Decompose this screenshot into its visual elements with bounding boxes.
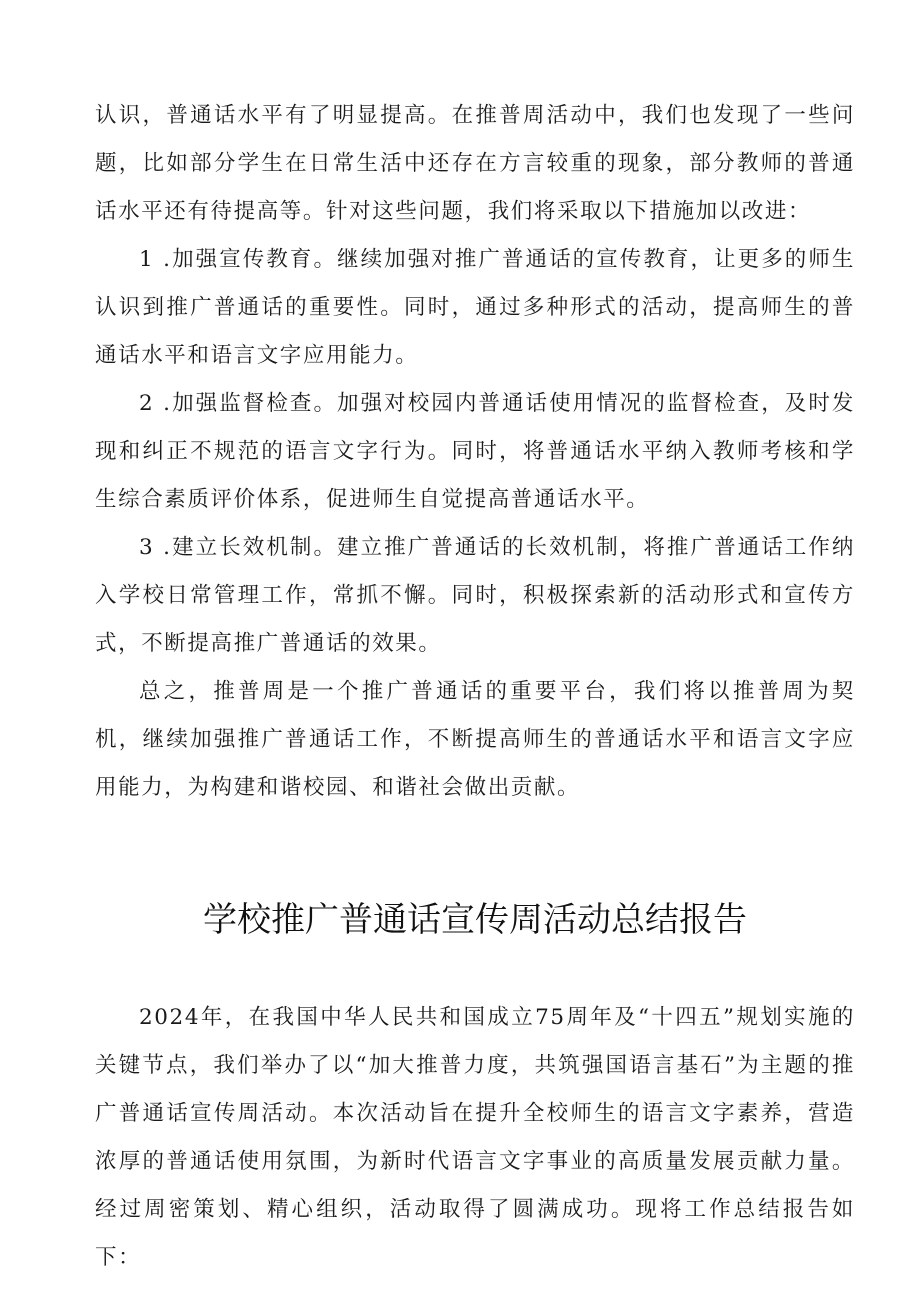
paragraph-measure-1: 1 .加强宣传教育。继续加强对推广普通话的宣传教育，让更多的师生认识到推广普通话的重要性。同时，通过多种形式的活动，提高师生的普通话水平和语言文字应用能力。 [95, 247, 855, 368]
document-page [95, 92, 855, 1282]
paragraph-conclusion: 总之，推普周是一个推广普通话的重要平台，我们将以推普周为契机，继续加强推广普通话工作，不断提高师生的普通话水平和语言文字应用能力，为构建和谐校园、和谐社会做出贡献。 [95, 679, 855, 800]
paragraph-measure-2: 2 .加强监督检查。加强对校园内普通话使用情况的监督检查，及时发现和纠正不规范的语言文字行为。同时，将普通话水平纳入教师考核和学生综合素质评价体系，促进师生自觉提高普通话水平。 [95, 391, 855, 512]
title-spacer [95, 950, 855, 994]
paragraph-intro: 2024年，在我国中华人民共和国成立75周年及“十四五”规划实施的关键节点，我们举办了以“加大推普力度，共筑强国语言基石”为主题的推广普通话宣传周活动。本次活动旨在提升全校师生的语言文字素养，营造浓厚的普通话使用氛围，为新时代语言文字事业的高质量发展贡献力量。经过周密策划、精心组织，活动取得了圆满成功。现将工作总结报告如下： [95, 1005, 855, 1270]
paragraph-measure-3: 3 .建立长效机制。建立推广普通话的长效机制，将推广普通话工作纳入学校日常管理工作，常抓不懈。同时，积极探索新的活动形式和宣传方式，不断提高推广普通话的效果。 [95, 535, 855, 656]
document-title: 学校推广普通话宣传周活动总结报告 [203, 900, 747, 940]
paragraph-continuation: 认识，普通话水平有了明显提高。在推普周活动中，我们也发现了一些问题，比如部分学生在日常生活中还存在方言较重的现象，部分教师的普通话水平还有待提高等。针对这些问题，我们将采取以下措施加以改进： [95, 103, 855, 224]
